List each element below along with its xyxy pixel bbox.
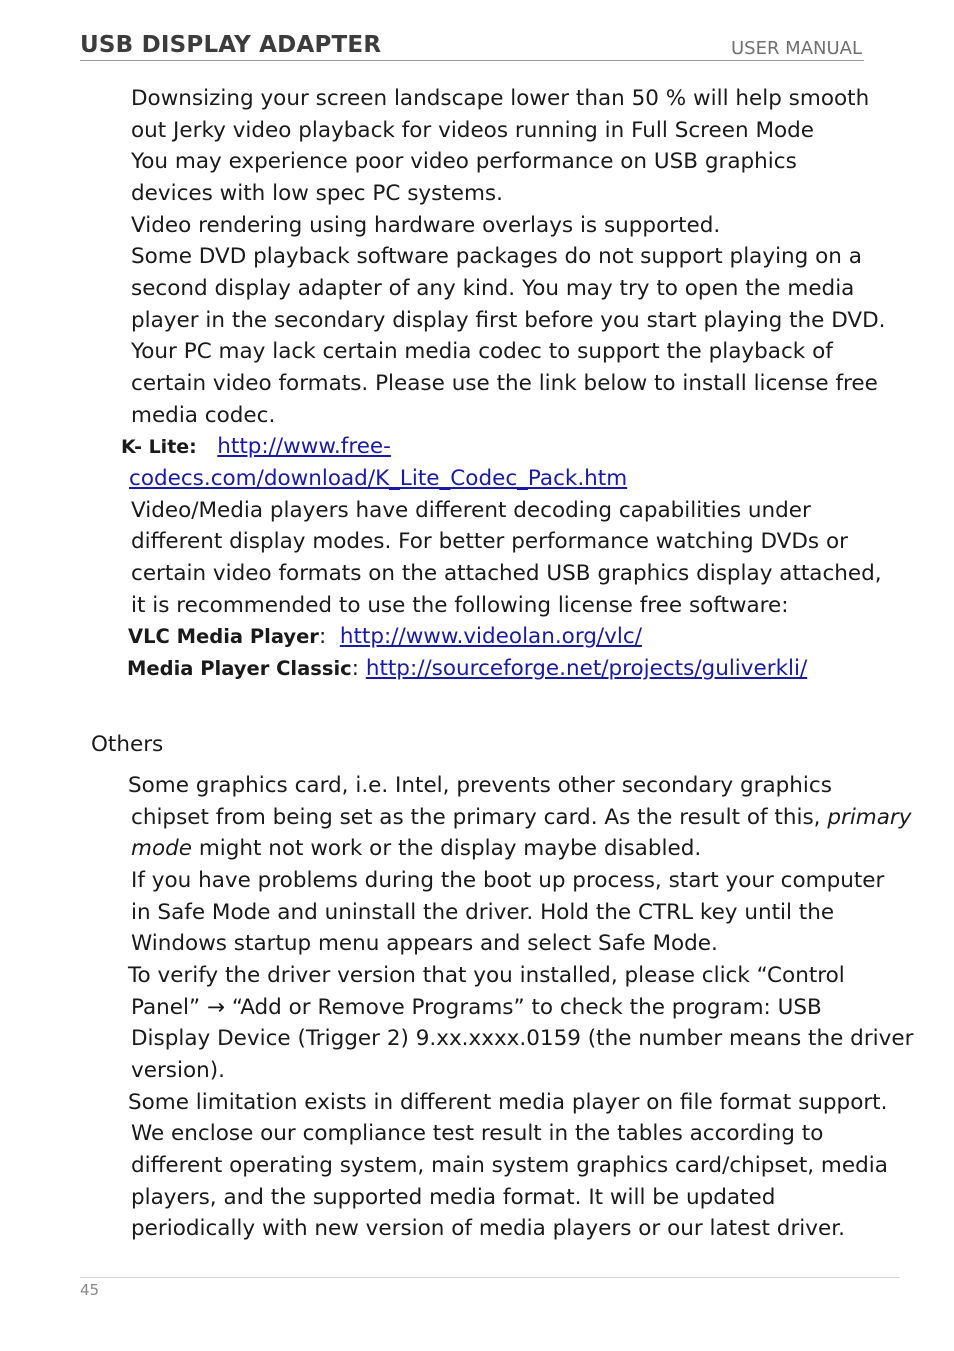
text-span: chipset from being set as the primary card. As the result of this,	[131, 805, 828, 830]
text-line: We enclose our compliance test result in the tables according to	[131, 1121, 824, 1146]
document-type-label: USER MANUAL	[730, 38, 862, 59]
document-title: USB DISPLAY ADAPTER	[80, 32, 382, 58]
mpc-label: Media Player Classic	[127, 657, 352, 680]
text-line: Panel” → “Add or Remove Programs” to check the program: USB	[131, 995, 822, 1020]
mpc-link[interactable]: http://sourceforge.net/projects/guliverkli/	[365, 656, 808, 681]
text-line	[131, 803, 912, 833]
text-line: Some DVD playback software packages do not support playing on a	[131, 244, 862, 269]
text-line: devices with low spec PC systems.	[131, 181, 503, 206]
text-line: version).	[131, 1058, 225, 1083]
vlc-label: VLC Media Player	[128, 625, 319, 648]
text-line: Video/Media players have different decoding capabilities under	[131, 498, 811, 523]
vlc-separator: :	[318, 624, 327, 649]
text-line: You may experience poor video performance on USB graphics	[131, 149, 797, 174]
page-number: 45	[80, 1281, 100, 1299]
section-heading: Others	[91, 732, 164, 757]
text-line: periodically with new version of media players or our latest driver.	[131, 1216, 845, 1241]
text-line: certain video formats on the attached USB graphics display attached,	[131, 561, 882, 586]
text-line: player in the secondary display first before you start playing the DVD.	[131, 308, 886, 333]
klite-link-continued-line	[129, 464, 627, 494]
text-line: Some graphics card, i.e. Intel, prevents other secondary graphics	[128, 773, 832, 798]
klite-link-continued[interactable]: codecs.com/download/K_Lite_Codec_Pack.htm	[129, 466, 628, 491]
text-line: out Jerky video playback for videos running in Full Screen Mode	[131, 118, 815, 143]
text-span: might not work or the display maybe disabled.	[191, 836, 702, 861]
text-line: different operating system, main system graphics card/chipset, media	[131, 1153, 888, 1178]
text-line: Video rendering using hardware overlays is supported.	[131, 213, 721, 238]
klite-line	[121, 432, 391, 462]
text-line: To verify the driver version that you installed, please click “Control	[128, 963, 845, 988]
text-line: second display adapter of any kind. You may try to open the media	[131, 276, 855, 301]
text-line: Windows startup menu appears and select Safe Mode.	[131, 931, 718, 956]
vlc-line	[128, 622, 642, 652]
mpc-line	[127, 654, 807, 684]
text-line: Downsizing your screen landscape lower than 50 % will help smooth	[131, 86, 870, 111]
text-line	[131, 834, 701, 864]
text-line: it is recommended to use the following license free software:	[131, 593, 789, 618]
text-line: Your PC may lack certain media codec to support the playback of	[131, 339, 833, 364]
text-line: If you have problems during the boot up process, start your computer	[131, 868, 885, 893]
vlc-link[interactable]: http://www.videolan.org/vlc/	[339, 624, 642, 649]
text-line: players, and the supported media format. It will be updated	[131, 1185, 776, 1210]
klite-link[interactable]: http://www.free-	[217, 434, 391, 459]
klite-label: K- Lite:	[121, 436, 197, 458]
footer-divider	[80, 1277, 900, 1278]
text-line: Some limitation exists in different media player on file format support.	[128, 1090, 888, 1115]
emphasis-text: mode	[131, 836, 192, 861]
page-header	[80, 30, 864, 61]
text-line: in Safe Mode and uninstall the driver. Hold the CTRL key until the	[131, 900, 835, 925]
text-line: media codec.	[131, 403, 276, 428]
text-line: different display modes. For better performance watching DVDs or	[131, 529, 848, 554]
emphasis-text: primary	[827, 805, 912, 830]
mpc-separator: :	[351, 656, 359, 681]
text-line: Display Device (Trigger 2) 9.xx.xxxx.0159 (the number means the driver	[131, 1026, 914, 1051]
text-line: certain video formats. Please use the link below to install license free	[131, 371, 878, 396]
